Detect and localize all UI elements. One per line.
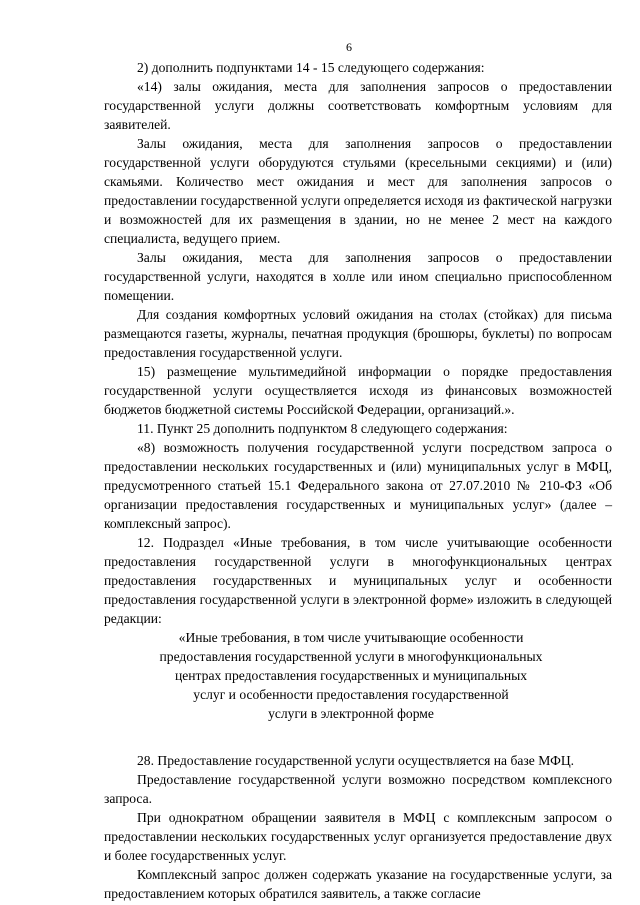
section-heading-line: услуги в электронной форме — [268, 706, 434, 721]
paragraph-comfort-conditions: Для создания комфортных условий ожидания на столах (стойках) для письма размещаются газеты, журналы, печатная продукция (брошюры, буклеты) по вопросам предоставления государственной услуги. — [104, 307, 612, 360]
paragraph-single-appeal: При однократном обращении заявителя в МФЦ с комплексным запросом о предоставлении нескольких государственных услуг организуется предоставление двух и более государственных услуг. — [104, 810, 612, 863]
paragraph-subpoint-15: 15) размещение мультимедийной информации о порядке предоставления государственной услуги осуществляется исходя из финансовых возможностей бюджетов бюджетной системы Российской Федерации, организаций.». — [104, 364, 612, 417]
document-body — [104, 58, 612, 903]
paragraph-complex-request-content: Комплексный запрос должен содержать указание на государственные услуги, за предоставлением которых обратился заявитель, а также согласие — [104, 867, 612, 901]
section-heading-line: услуг и особенности предоставления государственной — [193, 687, 509, 702]
paragraph-point-12: 12. Подраздел «Иные требования, в том числе учитывающие особенности предоставления государственной услуги в многофункциональных центрах предоставления государственных и муниципальных услуг и особенности предоставления государственной услуги в электронной форме» изложить в следующей редакции: — [104, 535, 612, 626]
paragraph-waiting-halls-equipment: Залы ожидания, места для заполнения запросов о предоставлении государственной услуги оборудуются стульями (кресельными секциями) и (или) скамьями. Количество мест ожидания и мест для заполнения запросов о предоставлении государственной услуги определяется исходя из фактической нагрузки и возможностей для их размещения в здании, но не менее 2 мест на каждого специалиста, ведущего прием. — [104, 136, 612, 246]
section-heading-line: центрах предоставления государственных и муниципальных — [174, 668, 528, 683]
paragraph-subpoint-8: «8) возможность получения государственной услуги посредством запроса о предоставлении нескольких государственных и (или) муниципальных услуг в МФЦ, предусмотренного статьей 15.1 Федерального закона от 27.07.2010 № 210-ФЗ «Об организации предоставления государственных и муниципальных услуг» (далее – комплексный запрос). — [104, 440, 612, 531]
paragraph-subpoint-14: «14) залы ожидания, места для заполнения запросов о предоставлении государственной услуги должны соответствовать комфортным условиям для заявителей. — [104, 79, 612, 132]
spacer — [104, 723, 612, 751]
section-heading-line: «Иные требования, в том числе учитывающие особенности — [178, 630, 524, 645]
paragraph-amend-subpoints: 2) дополнить подпунктами 14 - 15 следующего содержания: — [137, 60, 485, 75]
page-number: 6 — [346, 40, 352, 54]
section-heading — [104, 628, 612, 723]
paragraph-point-11: 11. Пункт 25 дополнить подпунктом 8 следующего содержания: — [137, 421, 508, 436]
section-heading-line: предоставления государственной услуги в многофункциональных — [159, 649, 543, 664]
paragraph-point-28: 28. Предоставление государственной услуги осуществляется на базе МФЦ. — [137, 753, 575, 768]
paragraph-waiting-halls-location: Залы ожидания, места для заполнения запросов о предоставлении государственной услуги, находятся в холле или ином специально приспособленном помещении. — [104, 250, 612, 303]
paragraph-complex-request: Предоставление государственной услуги возможно посредством комплексного запроса. — [104, 772, 612, 806]
